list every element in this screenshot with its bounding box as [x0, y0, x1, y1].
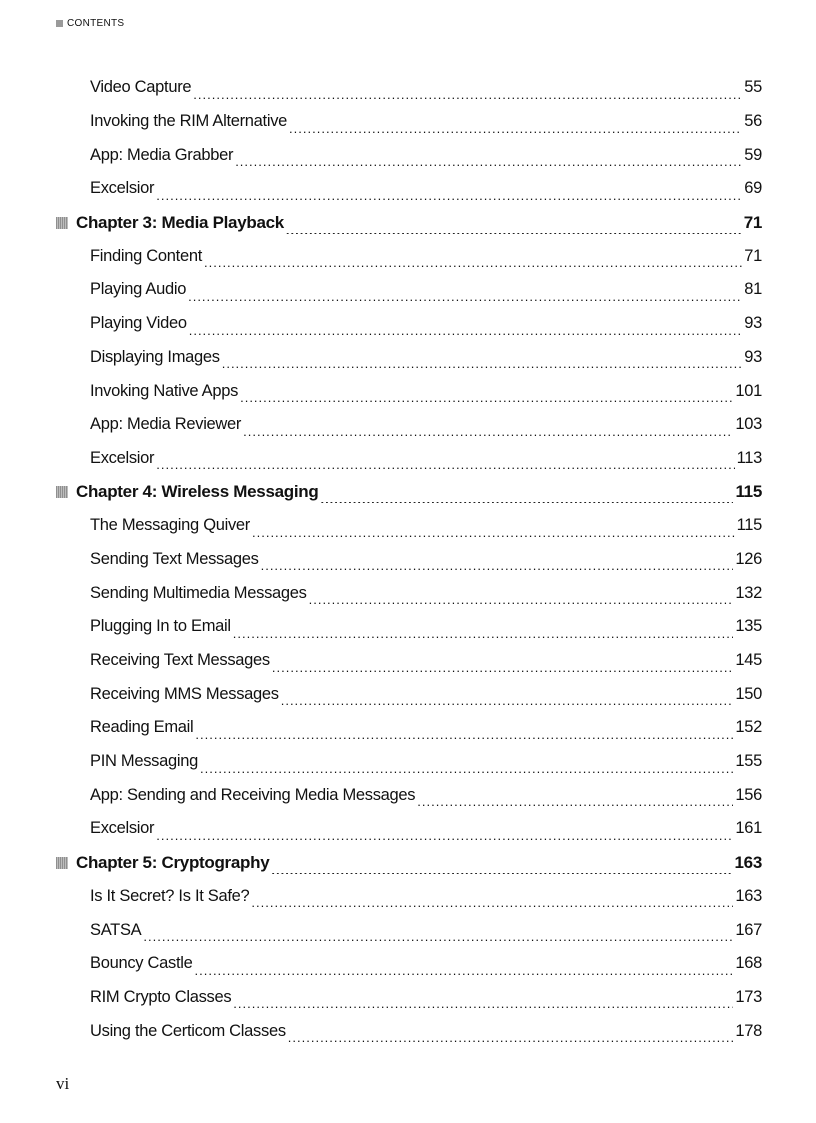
dot-leader [235, 152, 742, 166]
toc-section-entry [56, 172, 762, 206]
toc-section-entry [56, 778, 762, 812]
toc-entry-page: 168 [735, 954, 762, 973]
toc-entry-page: 71 [743, 212, 762, 232]
toc-entry-page: 93 [744, 347, 762, 366]
toc-section-entry [56, 677, 762, 711]
toc-entry-page: 163 [735, 886, 762, 905]
toc-section-entry [56, 307, 762, 341]
toc-entry-title: Receiving Text Messages [90, 651, 270, 670]
dot-leader [156, 455, 734, 469]
dot-leader [261, 556, 734, 570]
dot-leader [289, 119, 742, 133]
toc-entry-title: Finding Content [90, 246, 202, 265]
toc-entry-title: Using the Certicom Classes [90, 1021, 286, 1040]
toc-entry-page: 161 [735, 819, 762, 838]
toc-section-entry [56, 138, 762, 172]
table-of-contents [56, 71, 762, 1048]
dot-leader [222, 354, 743, 368]
square-bullet-icon [56, 20, 63, 27]
toc-section-entry [56, 543, 762, 577]
dot-leader [189, 321, 743, 335]
dot-leader [195, 725, 733, 739]
toc-section-entry [56, 509, 762, 543]
dot-leader [188, 287, 742, 301]
toc-entry-page: 103 [735, 415, 762, 434]
dot-leader [240, 388, 733, 402]
running-head [56, 18, 124, 29]
toc-entry-title: Chapter 4: Wireless Messaging [76, 482, 319, 502]
dot-leader [417, 792, 733, 806]
toc-entry-page: 150 [735, 684, 762, 703]
dot-leader [233, 624, 734, 638]
toc-entry-title: Is It Secret? Is It Safe? [90, 886, 250, 905]
dot-leader [195, 961, 734, 975]
dot-leader [200, 759, 733, 773]
dot-leader [288, 1028, 734, 1042]
toc-entry-title: Invoking the RIM Alternative [90, 112, 288, 131]
toc-entry-title: Chapter 3: Media Playback [76, 212, 284, 232]
dot-leader [156, 826, 733, 840]
toc-entry-page: 132 [735, 583, 762, 602]
toc-entry-page: 152 [735, 718, 762, 737]
toc-entry-page: 69 [744, 179, 762, 198]
toc-entry-title: Reading Email [90, 718, 194, 737]
toc-entry-title: Excelsior [90, 819, 155, 838]
toc-entry-title: Video Capture [90, 78, 192, 97]
toc-entry-page: 156 [735, 785, 762, 804]
toc-entry-title: SATSA [90, 920, 142, 939]
toc-entry-page: 81 [744, 280, 762, 299]
page-number: vi [56, 1074, 70, 1093]
toc-entry-page: 55 [744, 78, 762, 97]
toc-entry-title: Plugging In to Email [90, 617, 231, 636]
dot-leader [204, 253, 742, 267]
toc-entry-title: Excelsior [90, 448, 155, 467]
chapter-square-icon [56, 486, 68, 498]
toc-entry-title: App: Sending and Receiving Media Messages [90, 785, 416, 804]
toc-entry-page: 113 [736, 448, 762, 467]
dot-leader [251, 893, 733, 907]
toc-entry-page: 101 [735, 381, 762, 400]
toc-entry-title: App: Media Grabber [90, 145, 234, 164]
toc-entry-page: 115 [735, 482, 762, 502]
toc-section-entry [56, 576, 762, 610]
dot-leader [281, 691, 734, 705]
toc-entry-page: 135 [735, 617, 762, 636]
toc-entry-page: 155 [735, 752, 762, 771]
toc-entry-page: 163 [734, 852, 762, 872]
toc-section-entry [56, 711, 762, 745]
dot-leader [272, 658, 733, 672]
dot-leader [252, 523, 735, 537]
toc-entry-title: Receiving MMS Messages [90, 684, 279, 703]
toc-entry-page: 173 [735, 987, 762, 1006]
toc-section-entry [56, 442, 762, 476]
toc-section-entry [56, 273, 762, 307]
toc-entry-title: Playing Audio [90, 280, 187, 299]
toc-entry-title: Chapter 5: Cryptography [76, 852, 270, 872]
toc-section-entry [56, 981, 762, 1015]
toc-section-entry [56, 947, 762, 981]
chapter-square-icon [56, 857, 68, 869]
dot-leader [233, 994, 733, 1008]
toc-entry-page: 93 [744, 314, 762, 333]
toc-section-entry [56, 1014, 762, 1048]
toc-section-entry [56, 610, 762, 644]
toc-section-entry [56, 812, 762, 846]
toc-chapter-entry [56, 475, 762, 509]
toc-entry-page: 178 [735, 1021, 762, 1040]
toc-entry-title: Sending Multimedia Messages [90, 583, 307, 602]
toc-entry-title: Invoking Native Apps [90, 381, 239, 400]
toc-section-entry [56, 341, 762, 375]
toc-entry-title: RIM Crypto Classes [90, 987, 232, 1006]
toc-entry-page: 145 [735, 651, 762, 670]
toc-entry-title: Excelsior [90, 179, 155, 198]
toc-section-entry [56, 374, 762, 408]
toc-section-entry [56, 239, 762, 273]
dot-leader [156, 186, 742, 200]
dot-leader [143, 927, 733, 941]
toc-entry-title: Bouncy Castle [90, 954, 193, 973]
toc-entry-title: App: Media Reviewer [90, 415, 242, 434]
toc-chapter-entry [56, 846, 762, 880]
toc-entry-page: 71 [744, 246, 762, 265]
toc-section-entry [56, 105, 762, 139]
toc-section-entry [56, 745, 762, 779]
toc-section-entry [56, 913, 762, 947]
dot-leader [193, 85, 742, 99]
toc-entry-title: Displaying Images [90, 347, 220, 366]
dot-leader [286, 220, 742, 234]
toc-entry-title: Sending Text Messages [90, 549, 259, 568]
toc-entry-page: 115 [736, 516, 762, 535]
toc-section-entry [56, 880, 762, 914]
toc-entry-page: 56 [744, 112, 762, 131]
chapter-square-icon [56, 217, 68, 229]
toc-section-entry [56, 71, 762, 105]
toc-entry-title: PIN Messaging [90, 752, 198, 771]
dot-leader [243, 422, 733, 436]
dot-leader [309, 590, 734, 604]
running-head-label: CONTENTS [67, 18, 125, 29]
toc-section-entry [56, 408, 762, 442]
toc-chapter-entry [56, 206, 762, 240]
toc-entry-page: 59 [744, 145, 762, 164]
toc-section-entry [56, 644, 762, 678]
dot-leader [320, 489, 733, 503]
toc-entry-page: 167 [735, 920, 762, 939]
dot-leader [271, 860, 732, 874]
toc-entry-title: Playing Video [90, 314, 187, 333]
toc-entry-page: 126 [735, 549, 762, 568]
toc-entry-title: The Messaging Quiver [90, 516, 250, 535]
